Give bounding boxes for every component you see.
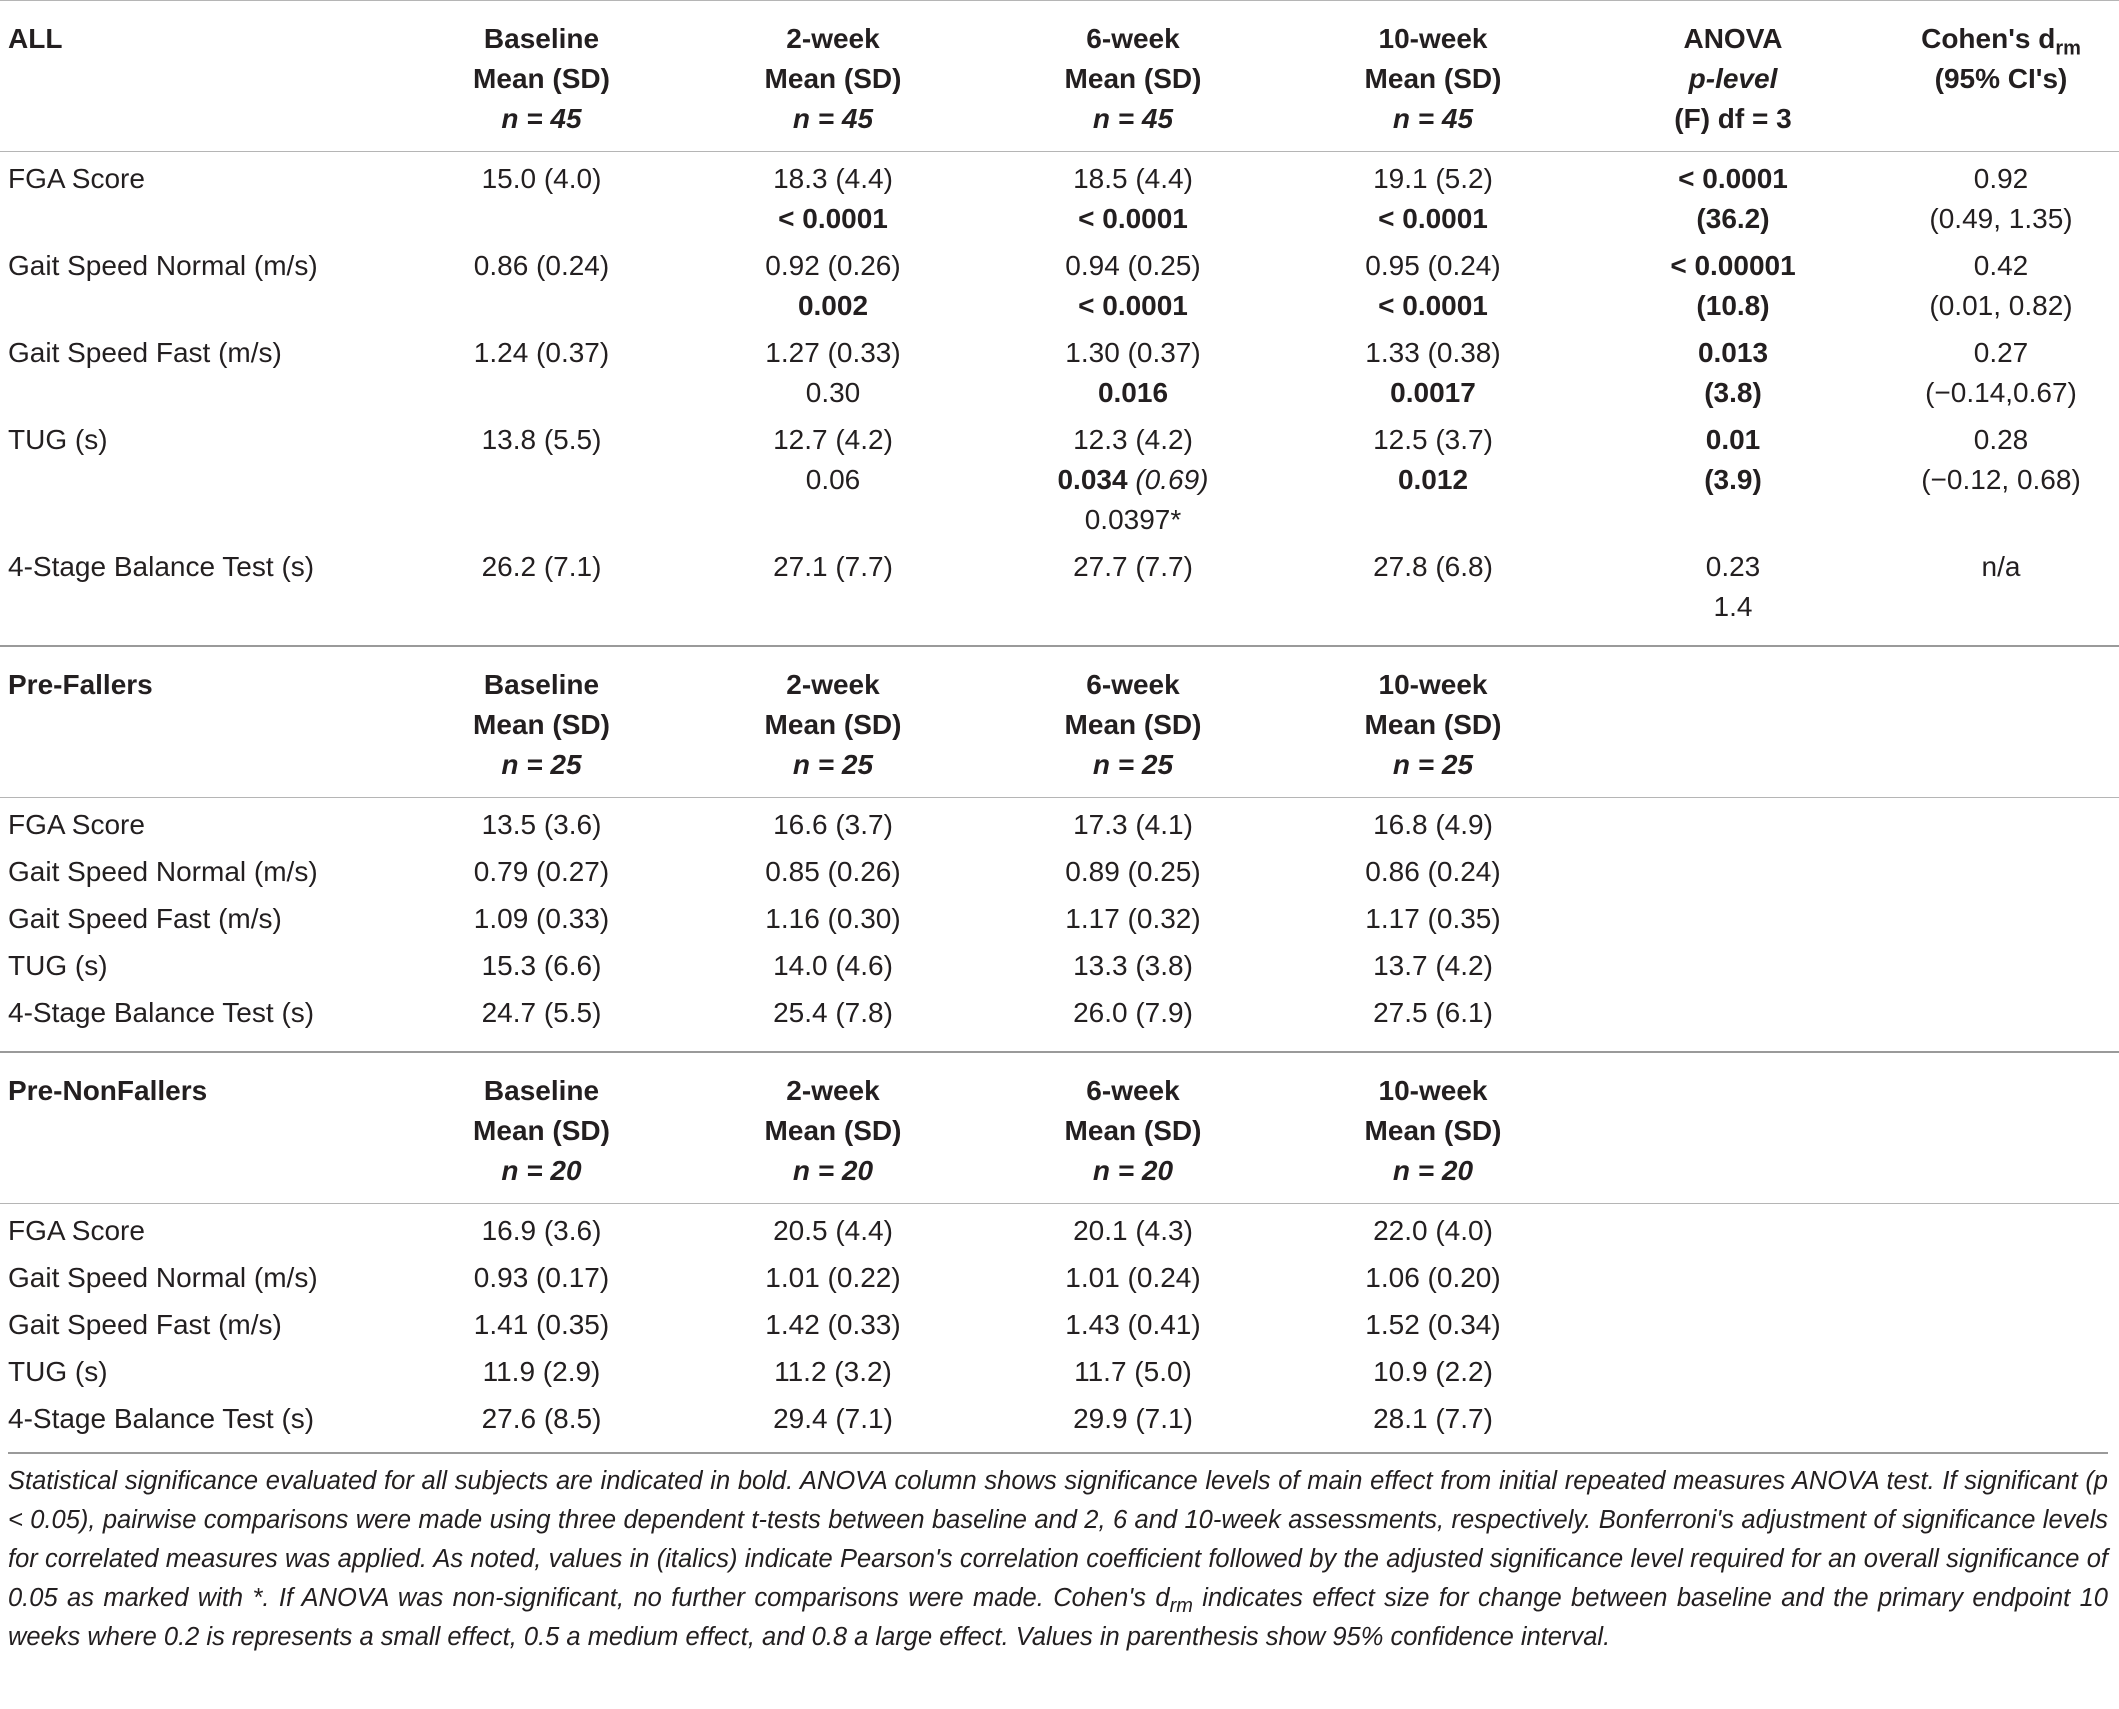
- cell-anova: [1583, 1204, 1883, 1252]
- cell-mean-sd: 1.41 (0.35): [473, 1309, 610, 1340]
- group-label: Pre-Fallers: [8, 669, 153, 700]
- cohen-ci-value: (0.01, 0.82): [1929, 290, 2073, 321]
- cell-mean-sd: 1.06 (0.20): [1365, 1262, 1501, 1293]
- cell-cohen: [1883, 845, 2119, 892]
- cell-2-week: [683, 239, 983, 326]
- cell-mean-sd: 13.8 (5.5): [481, 424, 602, 455]
- column-header-baseline: [400, 646, 683, 798]
- table-row: [0, 1298, 2119, 1345]
- cell-mean-sd: 1.33 (0.38): [1365, 337, 1501, 368]
- cell-anova: [1583, 939, 1883, 986]
- cell-2-week: [683, 939, 983, 986]
- section-header-row: [0, 646, 2119, 798]
- cell-mean-sd: 20.5 (4.4): [773, 1215, 893, 1246]
- table-row: [0, 326, 2119, 413]
- results-table-body: [0, 1, 2119, 1458]
- cell-2-week: [683, 845, 983, 892]
- column-header-10-week: [1283, 1, 1583, 152]
- cell-baseline: [400, 845, 683, 892]
- cell-anova: [1583, 413, 1883, 540]
- cell-mean-sd: 1.01 (0.22): [765, 1262, 901, 1293]
- cell-cohen: [1883, 540, 2119, 646]
- cell-baseline: [400, 540, 683, 646]
- cell-mean-sd: 29.4 (7.1): [773, 1403, 893, 1434]
- anova-f-value: (3.8): [1704, 377, 1762, 408]
- cell-mean-sd: 1.42 (0.33): [765, 1309, 901, 1340]
- column-header-stat: Mean (SD): [473, 63, 610, 94]
- cell-p-value: 0.034: [1057, 464, 1128, 495]
- cohen-header-ci: (95% CI's): [1934, 63, 2068, 94]
- cell-mean-sd: 15.3 (6.6): [481, 950, 602, 981]
- cell-p-value-line: [1283, 199, 1583, 239]
- cell-cohen: [1883, 986, 2119, 1052]
- cell-p-value: 0.30: [805, 377, 861, 408]
- row-label: TUG (s): [8, 950, 108, 981]
- cell-mean-sd: 25.4 (7.8): [773, 997, 893, 1028]
- footnote-subscript: rm: [1169, 1595, 1193, 1618]
- table-row: [0, 1392, 2119, 1457]
- cell-cohen: [1883, 1392, 2119, 1457]
- group-label: ALL: [8, 23, 63, 54]
- column-header-stat: Mean (SD): [1364, 709, 1502, 740]
- cell-10-week: [1283, 845, 1583, 892]
- cell-6-week: [983, 939, 1283, 986]
- column-header-6-week: [983, 1, 1283, 152]
- cell-p-value-line: [683, 286, 983, 326]
- row-label: FGA Score: [8, 809, 145, 840]
- cell-mean-sd: 0.86 (0.24): [1365, 856, 1501, 887]
- cell-baseline: [400, 892, 683, 939]
- row-label: Gait Speed Normal (m/s): [8, 856, 318, 887]
- row-label: FGA Score: [8, 1215, 145, 1246]
- cell-mean-sd: 27.1 (7.7): [773, 551, 893, 582]
- cell-mean-sd: 29.9 (7.1): [1073, 1403, 1193, 1434]
- cell-p-value: 0.012: [1397, 464, 1469, 495]
- cell-mean-sd: 0.93 (0.17): [473, 1262, 610, 1293]
- cell-2-week: [683, 326, 983, 413]
- footnote-text-1: Statistical significance evaluated for all subjects are indicated in bold. ANOVA column shows significance levels of main effect from initial repeated measures ANOVA test. If significant (p < 0.05), pairwise comparisons were made using three dependent t-tests between baseline and 2, 6 and 10-week assessments, respectively. Bonferroni's adjustment of significance levels for correlated measures was applied. As noted, values in (italics) indicate Pearson's correlation coefficient followed by the adjusted significance level required for an overall significance of 0.05 as marked with *. If ANOVA was non-significant, no further comparisons were made. Cohen's d: [8, 1467, 2108, 1612]
- cell-mean-sd: 10.9 (2.2): [1373, 1356, 1493, 1387]
- cell-p-value-line: [1283, 460, 1583, 500]
- cell-anova: [1583, 986, 1883, 1052]
- column-header-stat: Mean (SD): [764, 63, 902, 94]
- cell-mean-sd: 20.1 (4.3): [1073, 1215, 1193, 1246]
- cell-6-week: [983, 239, 1283, 326]
- cell-10-week: [1283, 1392, 1583, 1457]
- cell-mean-sd: 1.09 (0.33): [473, 903, 610, 934]
- cell-2-week: [683, 1204, 983, 1252]
- column-header-10-week: [1283, 646, 1583, 798]
- cell-mean-sd: 24.7 (5.5): [481, 997, 602, 1028]
- cell-p-value: 0.002: [797, 290, 869, 321]
- cell-mean-sd: 16.6 (3.7): [773, 809, 893, 840]
- cell-10-week: [1283, 892, 1583, 939]
- column-header-timepoint: 2-week: [786, 1075, 880, 1106]
- table-row: [0, 845, 2119, 892]
- table-row: [0, 152, 2119, 240]
- row-label: FGA Score: [8, 163, 145, 194]
- cell-mean-sd: 18.5 (4.4): [1073, 163, 1193, 194]
- column-header-n: n = 20: [1392, 1155, 1474, 1186]
- column-header-stat: Mean (SD): [1064, 1115, 1202, 1146]
- cell-mean-sd: 19.1 (5.2): [1373, 163, 1493, 194]
- cell-mean-sd: 26.0 (7.9): [1073, 997, 1193, 1028]
- cell-mean-sd: 1.01 (0.24): [1065, 1262, 1201, 1293]
- row-label: Gait Speed Normal (m/s): [8, 250, 318, 281]
- cell-mean-sd: 13.7 (4.2): [1373, 950, 1493, 981]
- cell-anova: [1583, 798, 1883, 846]
- cell-6-week: [983, 1298, 1283, 1345]
- cell-6-week: [983, 326, 1283, 413]
- column-header-n: n = 20: [792, 1155, 874, 1186]
- cell-mean-sd: 11.9 (2.9): [482, 1356, 601, 1387]
- cell-p-value: < 0.0001: [1078, 290, 1188, 321]
- column-header-stat: Mean (SD): [764, 1115, 902, 1146]
- cell-baseline: [400, 413, 683, 540]
- cell-p-value: 0.016: [1097, 377, 1169, 408]
- cell-2-week: [683, 413, 983, 540]
- column-header-10-week: [1283, 1052, 1583, 1204]
- cell-cohen: [1883, 892, 2119, 939]
- cell-p-value-line: [983, 460, 1283, 500]
- row-label: Gait Speed Fast (m/s): [8, 1309, 282, 1340]
- cohen-ci-value: (0.49, 1.35): [1929, 203, 2073, 234]
- cell-mean-sd: 1.52 (0.34): [1365, 1309, 1501, 1340]
- column-header-n: n = 20: [501, 1155, 582, 1186]
- column-header-n: n = 45: [1092, 103, 1174, 134]
- table-row: [0, 540, 2119, 646]
- cell-baseline: [400, 239, 683, 326]
- column-header-stat: Mean (SD): [764, 709, 902, 740]
- cell-10-week: [1283, 540, 1583, 646]
- cell-2-week: [683, 892, 983, 939]
- anova-f-value: (10.8): [1696, 290, 1770, 321]
- table-row: [0, 939, 2119, 986]
- cell-mean-sd: 1.17 (0.35): [1365, 903, 1501, 934]
- cell-2-week: [683, 986, 983, 1052]
- cell-p-value-line: [983, 199, 1283, 239]
- column-header-baseline: [400, 1, 683, 152]
- cell-p-value: 0.0017: [1390, 377, 1476, 408]
- cell-p-value: < 0.0001: [1078, 203, 1188, 234]
- cell-mean-sd: 1.30 (0.37): [1065, 337, 1201, 368]
- cell-10-week: [1283, 1345, 1583, 1392]
- cell-6-week: [983, 798, 1283, 846]
- column-header-n: n = 25: [501, 749, 582, 780]
- column-header-cohen: [1883, 1, 2119, 152]
- cohen-header-title: [1883, 19, 2119, 59]
- cell-6-week: [983, 892, 1283, 939]
- cell-mean-sd: 0.85 (0.26): [765, 856, 901, 887]
- cell-baseline: [400, 326, 683, 413]
- cohen-ci-value: (−0.12, 0.68): [1921, 464, 2081, 495]
- cell-10-week: [1283, 1298, 1583, 1345]
- column-header-timepoint: Baseline: [483, 1075, 600, 1106]
- cell-6-week: [983, 1251, 1283, 1298]
- cell-p-value: < 0.0001: [1378, 203, 1488, 234]
- cell-mean-sd: 1.17 (0.32): [1065, 903, 1201, 934]
- cell-mean-sd: 13.3 (3.8): [1073, 950, 1193, 981]
- anova-p-value: 0.01: [1705, 424, 1761, 455]
- cell-10-week: [1283, 152, 1583, 240]
- column-header-timepoint: 6-week: [1086, 1075, 1180, 1106]
- cell-cohen: [1883, 152, 2119, 240]
- cell-baseline: [400, 939, 683, 986]
- cell-cohen: [1883, 326, 2119, 413]
- cell-10-week: [1283, 326, 1583, 413]
- cell-6-week: [983, 413, 1283, 540]
- row-label: 4-Stage Balance Test (s): [8, 551, 315, 582]
- cell-p-value: 0.06: [805, 464, 861, 495]
- cell-baseline: [400, 152, 683, 240]
- table-row: [0, 1204, 2119, 1252]
- cell-p-value-line: [1283, 373, 1583, 413]
- column-header-stat: Mean (SD): [473, 709, 610, 740]
- row-label: Gait Speed Normal (m/s): [8, 1262, 318, 1293]
- cell-baseline: [400, 798, 683, 846]
- cell-mean-sd: 0.86 (0.24): [473, 250, 610, 281]
- cell-correlation: (0.69): [1135, 464, 1209, 495]
- anova-header-title: ANOVA: [1683, 23, 1783, 54]
- cell-mean-sd: 16.9 (3.6): [481, 1215, 602, 1246]
- cell-p-value-line: [683, 373, 983, 413]
- table-footnote: [8, 1452, 2108, 1657]
- table-row: [0, 1345, 2119, 1392]
- cell-cohen: [1883, 1251, 2119, 1298]
- cell-2-week: [683, 1298, 983, 1345]
- column-header-n: n = 25: [1392, 749, 1474, 780]
- cell-mean-sd: 1.27 (0.33): [765, 337, 901, 368]
- column-header-timepoint: 2-week: [786, 669, 880, 700]
- cell-mean-sd: 13.5 (3.6): [481, 809, 602, 840]
- cell-2-week: [683, 1251, 983, 1298]
- cell-cohen: [1883, 1204, 2119, 1252]
- cell-6-week: [983, 1345, 1283, 1392]
- cell-6-week: [983, 1392, 1283, 1457]
- cell-p-value-line: [1283, 286, 1583, 326]
- cell-mean-sd: 11.2 (3.2): [774, 1356, 892, 1387]
- column-header-baseline: [400, 1052, 683, 1204]
- cell-baseline: [400, 1392, 683, 1457]
- cell-mean-sd: 12.5 (3.7): [1373, 424, 1493, 455]
- cell-anova: [1583, 1251, 1883, 1298]
- cell-2-week: [683, 152, 983, 240]
- cell-mean-sd: 17.3 (4.1): [1073, 809, 1193, 840]
- cell-cohen: [1883, 1345, 2119, 1392]
- cell-anova: [1583, 326, 1883, 413]
- column-header-timepoint: 6-week: [1086, 23, 1180, 54]
- cell-cohen: [1883, 239, 2119, 326]
- cell-mean-sd: 0.94 (0.25): [1065, 250, 1201, 281]
- cell-mean-sd: 27.8 (6.8): [1373, 551, 1493, 582]
- cell-anova: [1583, 1392, 1883, 1457]
- cell-baseline: [400, 1251, 683, 1298]
- cell-anova: [1583, 239, 1883, 326]
- anova-f-value: (36.2): [1696, 203, 1770, 234]
- cell-anova: [1583, 845, 1883, 892]
- column-header-n: n = 25: [1092, 749, 1174, 780]
- column-header-2-week: [683, 646, 983, 798]
- column-header-stat: Mean (SD): [1064, 63, 1202, 94]
- anova-header-df: (F) df = 3: [1674, 103, 1792, 134]
- cohen-header-subscript: rm: [2055, 37, 2081, 60]
- table-row: [0, 239, 2119, 326]
- column-header-timepoint: 2-week: [786, 23, 880, 54]
- cell-10-week: [1283, 413, 1583, 540]
- cohen-header-text: Cohen's d: [1921, 23, 2056, 54]
- cell-mean-sd: 27.6 (8.5): [481, 1403, 602, 1434]
- cell-anova: [1583, 540, 1883, 646]
- cell-mean-sd: 1.24 (0.37): [473, 337, 610, 368]
- column-header-n: n = 45: [501, 103, 582, 134]
- cell-p-value-line: [983, 286, 1283, 326]
- column-header-anova: [1583, 1052, 1883, 1204]
- cell-p-value-line: [683, 460, 983, 500]
- cohen-ci-value: (−0.14,0.67): [1925, 377, 2077, 408]
- cohen-d-value: n/a: [1981, 551, 2021, 582]
- cell-mean-sd: 27.7 (7.7): [1073, 551, 1193, 582]
- cell-10-week: [1283, 939, 1583, 986]
- cell-mean-sd: 22.0 (4.0): [1373, 1215, 1493, 1246]
- cell-adjusted-significance: 0.0397*: [1084, 504, 1182, 535]
- cell-mean-sd: 1.16 (0.30): [765, 903, 901, 934]
- cell-p-value-line: [983, 373, 1283, 413]
- cell-p-value-line: [683, 199, 983, 239]
- column-header-timepoint: Baseline: [483, 23, 600, 54]
- group-label: Pre-NonFallers: [8, 1075, 208, 1106]
- column-header-n: n = 45: [792, 103, 874, 134]
- table-row: [0, 1251, 2119, 1298]
- column-header-6-week: [983, 646, 1283, 798]
- cohen-d-value: 0.28: [1973, 424, 2029, 455]
- column-header-2-week: [683, 1, 983, 152]
- column-header-stat: Mean (SD): [1364, 63, 1502, 94]
- cell-mean-sd: 11.7 (5.0): [1074, 1356, 1192, 1387]
- cell-2-week: [683, 1392, 983, 1457]
- cell-baseline: [400, 1298, 683, 1345]
- cell-anova: [1583, 1298, 1883, 1345]
- column-header-n: n = 45: [1392, 103, 1474, 134]
- cohen-d-value: 0.27: [1973, 337, 2029, 368]
- row-label: TUG (s): [8, 424, 108, 455]
- cell-mean-sd: 26.2 (7.1): [481, 551, 602, 582]
- cell-10-week: [1283, 1204, 1583, 1252]
- cell-mean-sd: 12.7 (4.2): [773, 424, 893, 455]
- row-label: 4-Stage Balance Test (s): [8, 997, 315, 1028]
- cell-10-week: [1283, 239, 1583, 326]
- column-header-timepoint: 6-week: [1086, 669, 1180, 700]
- cell-10-week: [1283, 798, 1583, 846]
- table-row: [0, 798, 2119, 846]
- cell-cohen: [1883, 798, 2119, 846]
- row-label: 4-Stage Balance Test (s): [8, 1403, 315, 1434]
- anova-header-plevel: p-level: [1688, 63, 1778, 94]
- anova-p-value: 0.013: [1697, 337, 1769, 368]
- column-header-anova: [1583, 646, 1883, 798]
- cell-10-week: [1283, 986, 1583, 1052]
- column-header-6-week: [983, 1052, 1283, 1204]
- column-header-n: n = 20: [1092, 1155, 1174, 1186]
- cell-anova: [1583, 1345, 1883, 1392]
- cell-mean-sd: 0.95 (0.24): [1365, 250, 1501, 281]
- cell-mean-sd: 12.3 (4.2): [1073, 424, 1193, 455]
- column-header-anova: [1583, 1, 1883, 152]
- anova-f-value: 1.4: [1713, 591, 1753, 622]
- cell-mean-sd: 0.92 (0.26): [765, 250, 901, 281]
- cell-mean-sd: 28.1 (7.7): [1373, 1403, 1493, 1434]
- cell-p-value: < 0.0001: [1378, 290, 1488, 321]
- column-header-cohen: [1883, 1052, 2119, 1204]
- cell-mean-sd: 14.0 (4.6): [773, 950, 893, 981]
- column-header-cohen: [1883, 646, 2119, 798]
- anova-p-value: < 0.0001: [1678, 163, 1788, 194]
- column-header-timepoint: 10-week: [1378, 669, 1488, 700]
- cell-cohen: [1883, 1298, 2119, 1345]
- cell-2-week: [683, 798, 983, 846]
- cell-6-week: [983, 845, 1283, 892]
- column-header-stat: Mean (SD): [473, 1115, 610, 1146]
- cell-mean-sd: 16.8 (4.9): [1373, 809, 1493, 840]
- cell-mean-sd: 1.43 (0.41): [1065, 1309, 1201, 1340]
- table-row: [0, 892, 2119, 939]
- column-header-timepoint: Baseline: [483, 669, 600, 700]
- row-label: Gait Speed Fast (m/s): [8, 337, 282, 368]
- section-header-row: [0, 1, 2119, 152]
- cell-2-week: [683, 1345, 983, 1392]
- column-header-timepoint: 10-week: [1378, 1075, 1488, 1106]
- cohen-d-value: 0.92: [1973, 163, 2029, 194]
- cell-mean-sd: 18.3 (4.4): [773, 163, 893, 194]
- cell-mean-sd: 0.79 (0.27): [473, 856, 610, 887]
- cell-2-week: [683, 540, 983, 646]
- anova-p-value: 0.23: [1705, 551, 1761, 582]
- cell-6-week: [983, 540, 1283, 646]
- cell-6-week: [983, 152, 1283, 240]
- column-header-n: n = 25: [792, 749, 874, 780]
- cell-cohen: [1883, 939, 2119, 986]
- section-header-row: [0, 1052, 2119, 1204]
- table-row: [0, 413, 2119, 540]
- cell-mean-sd: 0.89 (0.25): [1065, 856, 1201, 887]
- column-header-2-week: [683, 1052, 983, 1204]
- cell-mean-sd: 15.0 (4.0): [481, 163, 602, 194]
- cohen-d-value: 0.42: [1973, 250, 2029, 281]
- cell-baseline: [400, 986, 683, 1052]
- row-label: Gait Speed Fast (m/s): [8, 903, 282, 934]
- cell-mean-sd: 27.5 (6.1): [1373, 997, 1493, 1028]
- cell-p-value: < 0.0001: [778, 203, 888, 234]
- cell-baseline: [400, 1204, 683, 1252]
- anova-f-value: (3.9): [1704, 464, 1762, 495]
- row-label: TUG (s): [8, 1356, 108, 1387]
- table-row: [0, 986, 2119, 1052]
- column-header-timepoint: 10-week: [1378, 23, 1488, 54]
- footnote-text-2: indicates effect size for change between baseline and the primary endpoint 10 weeks where 0.2 is represents a small effect, 0.5 a medium effect, and 0.8 a large effect. Values in parenthesis show 95% confidence interval.: [8, 1584, 2108, 1651]
- cell-6-week: [983, 1204, 1283, 1252]
- cell-cohen: [1883, 413, 2119, 540]
- column-header-stat: Mean (SD): [1364, 1115, 1502, 1146]
- anova-p-value: < 0.00001: [1670, 250, 1796, 281]
- cell-10-week: [1283, 1251, 1583, 1298]
- cell-6-week: [983, 986, 1283, 1052]
- cell-anova: [1583, 152, 1883, 240]
- cell-anova: [1583, 892, 1883, 939]
- column-header-stat: Mean (SD): [1064, 709, 1202, 740]
- cell-baseline: [400, 1345, 683, 1392]
